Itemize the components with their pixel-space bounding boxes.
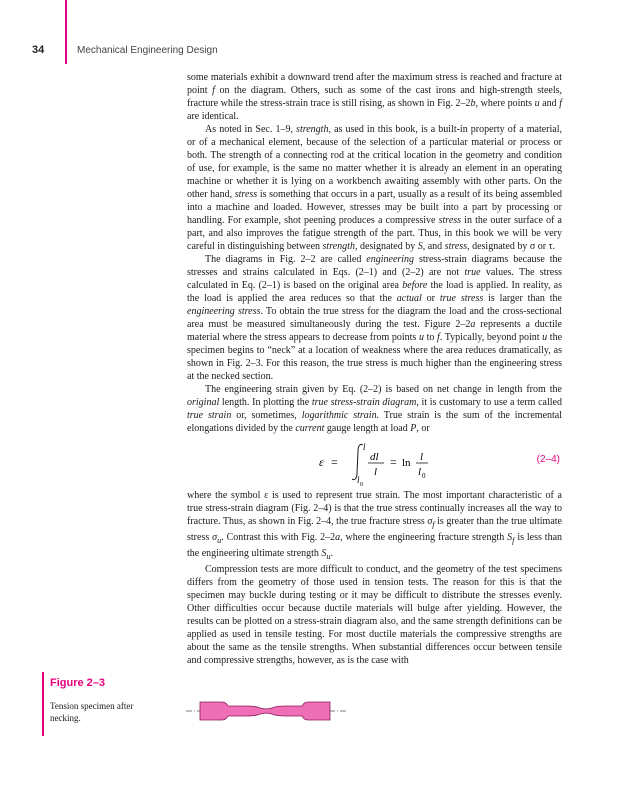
eq-equals-1: = bbox=[331, 455, 338, 469]
tension-specimen-illustration bbox=[186, 696, 346, 726]
eq-lhs: ε bbox=[319, 455, 324, 469]
integral-lower-limit: l bbox=[357, 475, 360, 485]
equation-number: (2–4) bbox=[536, 454, 560, 465]
frac-numerator: dl bbox=[370, 451, 379, 463]
ln-denominator-sub: 0 bbox=[422, 472, 426, 480]
equation-formula bbox=[297, 435, 457, 489]
running-head: Mechanical Engineering Design bbox=[77, 45, 218, 56]
figure-accent-rule bbox=[42, 672, 44, 736]
body-text bbox=[187, 71, 562, 667]
figure-caption: Tension specimen after necking. bbox=[50, 701, 134, 723]
integral-upper-limit: l bbox=[363, 442, 366, 452]
eq-equals-2: = bbox=[390, 455, 397, 469]
specimen-body bbox=[200, 702, 330, 720]
ln-function: ln bbox=[402, 457, 411, 469]
paragraph: where the symbol ε is used to represent true strain. The most important characteristic of a true stress-strain diagram (Fig. 2–4) is that the true stress continually increases all the way to fracture. Thus, as shown in Fig. 2–4, the true fracture stress $\sigma_f$ is greater than the true ultimate stress $\sigma_u$. Contrast this with Fig. 2–2a, where the engineering fracture strength $S_f$ is less than the engineering ultimate strength $S_u$. bbox=[187, 490, 563, 561]
paragraph: The engineering strain given by Eq. (2–2) is based on net change in length from the original length. In plotting the true stress-strain diagram, it is customary to use a term called true strain or, sometimes, logarithmic strain. True strain is the sum of the incremental elongations divided by the current gauge length at load P, or bbox=[187, 384, 563, 434]
header-accent-rule bbox=[65, 0, 67, 64]
page-number: 34 bbox=[32, 44, 45, 56]
paragraph: As noted in Sec. 1–9, strength, as used in this book, is a built-in property of a material, or of a mechanical element, because of the selection of a particular material or process or both. The strength of a connecting rod at the critical location in the geometry and condition of use, for example, is the same no matter whether it is already an element in an operating machine or whether it is lying on a workbench awaiting assembly with other parts. On the other hand, stress is something that occurs in a part, usually as a result of its being assembled into a machine and loaded. However, stresses may be built into a part by processing or handling. For example, shot peening produces a compressive stress in the outer surface of a part, and also improves the fatigue strength of the part. Thus, in this book we will be very careful in distinguishing between strength, designated by S, and stress, designated by σ or τ. bbox=[187, 124, 563, 252]
integral-lower-limit-sub: 0 bbox=[360, 482, 363, 488]
frac-denominator: l bbox=[374, 466, 378, 478]
ln-denominator: l bbox=[418, 466, 422, 478]
equation-2-4 bbox=[187, 435, 562, 489]
paragraph: The diagrams in Fig. 2–2 are called engineering stress-strain diagrams because the stresses and strains calculated in Eqs. (2–1) and (2–2) are not true values. The stress calculated in Eq. (2–1) is based on the original area before the load is applied. In reality, as the load is applied the area reduces so that the actual or true stress is larger than the engineering stress. To obtain the true stress for the diagram the load and the cross-sectional area must be measured simultaneously during the test. Figure 2–2a represents a ductile material where the stress appears to decrease from points u to f. Typically, beyond point u the specimen begins to “neck” at a location of weakness where the area reduces dramatically, as shown in Fig. 2–3. For this reason, the true stress is much higher than the engineering stress at the necked section. bbox=[187, 254, 563, 382]
paragraph: some materials exhibit a downward trend after the maximum stress is reached and fracture at point f on the diagram. Others, such as some of the cast irons and high-strength steels, fracture while the stress-strain trace is still rising, as shown in Fig. 2–2b, where points u and f are identical. bbox=[187, 72, 562, 122]
ln-numerator: l bbox=[420, 451, 424, 463]
figure-title: Figure 2–3 bbox=[50, 677, 106, 689]
paragraph: Compression tests are more difficult to conduct, and the geometry of the test specimens differs from the geometry of those used in tension tests. The reason for this is that the specimen may buckle during testing or it may be difficult to distribute the stresses evenly. Other difficulties occur because ductile materials will bulge after yielding. However, the results can be plotted on a stress-strain diagram also, and the same strength definitions can be applied as used in tensile testing. For most ductile materials the compressive strengths are about the same as the tensile strengths. When substantial differences occur between tensile and compressive strengths, however, as is the case with bbox=[187, 564, 562, 666]
